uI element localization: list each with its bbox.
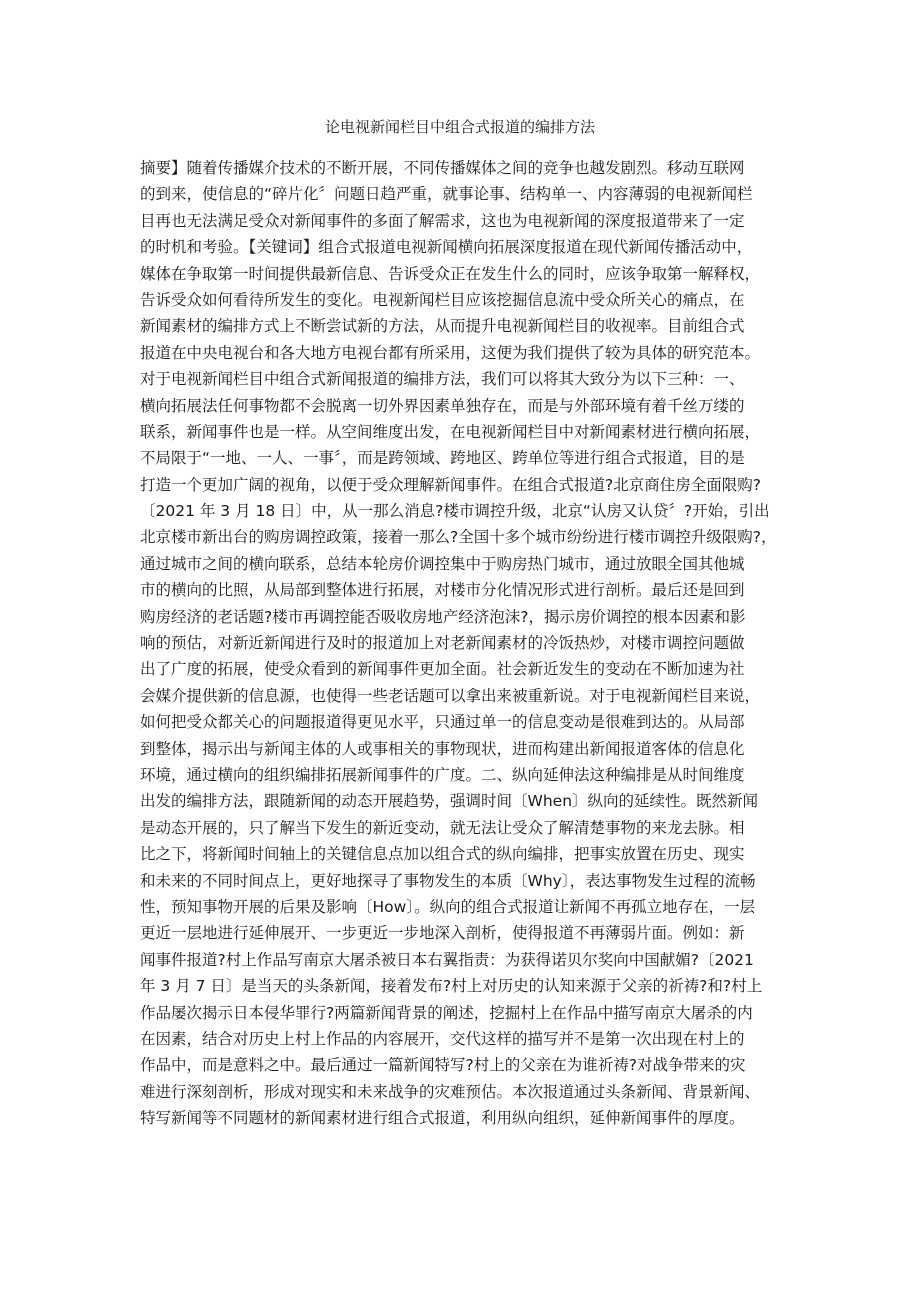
paragraph-line: 比之下，将新闻时间轴上的关键信息点加以组合式的纵向编排，把事实放置在历史、现实 bbox=[140, 845, 745, 864]
document-title: 论电视新闻栏目中组合式报道的编排方法 bbox=[324, 118, 595, 136]
paragraph-line: 闻事件报道?村上作品写南京大屠杀被日本右翼指责：为获得诺贝尔奖向中国献媚?〔2021 bbox=[140, 950, 754, 969]
paragraph-line: 北京楼市新出台的购房调控政策，接着一那么?全国十多个城市纷纷进行楼市调控升级限购?， bbox=[140, 528, 777, 547]
paragraph-line: 响的预估，对新近新闻进行及时的报道加上对老新闻素材的冷饭热炒，对楼市调控问题做 bbox=[140, 634, 745, 653]
paragraph-line: 告诉受众如何看待所发生的变化。电视新闻栏目应该挖掘信息流中受众所关心的痛点，在 bbox=[140, 290, 745, 309]
document-body bbox=[140, 155, 800, 1131]
paragraph-line: 打造一个更加广阔的视角，以便于受众理解新闻事件。在组合式报道?北京商住房全面限购? bbox=[140, 475, 761, 494]
paragraph-line: 作品屡次揭示日本侵华罪行?两篇新闻背景的阐述，挖掘村上在作品中描写南京大屠杀的内 bbox=[140, 1003, 753, 1022]
paragraph-line: 横向拓展法任何事物都不会脱离一切外界因素单独存在，而是与外部环境有着千丝万缕的 bbox=[140, 396, 745, 415]
paragraph-line: 〔2021 年 3 月 18 日〕中，从一那么消息?楼市调控升级，北京“认房又认贷〞?开始，引出 bbox=[140, 502, 770, 521]
paragraph-line: 难进行深刻剖析，形成对现实和未来战争的灾难预估。本次报道通过头条新闻、背景新闻、 bbox=[140, 1082, 761, 1101]
paragraph-line: 年 3 月 7 日〕是当天的头条新闻，接着发布?村上对历史的认知来源于父亲的祈祷?和?村上 bbox=[140, 977, 763, 996]
paragraph-line: 媒体在争取第一时间提供最新信息、告诉受众正在发生什么的同时，应该争取第一解释权， bbox=[140, 264, 761, 283]
paragraph-line: 摘要】随着传播媒介技术的不断开展，不同传播媒体之间的竞争也越发剧烈。移动互联网 bbox=[140, 159, 745, 177]
paragraph-line: 更近一层地进行延伸展开、一步更近一步地深入剖析，使得报道不再薄弱片面。例如：新 bbox=[140, 924, 745, 943]
paragraph-line: 是动态开展的，只了解当下发生的新近变动，就无法让受众了解清楚事物的来龙去脉。相 bbox=[140, 818, 745, 837]
paragraph-line: 在因素，结合对历史上村上作品的内容展开，交代这样的描写并不是第一次出现在村上的 bbox=[140, 1029, 745, 1048]
paragraph-line: 对于电视新闻栏目中组合式新闻报道的编排方法，我们可以将其大致分为以下三种：一、 bbox=[140, 370, 745, 389]
paragraph-line: 特写新闻等不同题材的新闻素材进行组合式报道，利用纵向组织，延伸新闻事件的厚度。 bbox=[140, 1109, 745, 1128]
paragraph-line: 会媒介提供新的信息源，也使得一些老话题可以拿出来被重新说。对于电视新闻栏目来说， bbox=[140, 686, 761, 705]
paragraph-line: 出了广度的拓展，使受众看到的新闻事件更加全面。社会新近发生的变动在不断加速为社 bbox=[140, 660, 745, 679]
paragraph-line: 的到来，使信息的“碎片化〞问题日趋严重，就事论事、结构单一、内容薄弱的电视新闻栏 bbox=[140, 185, 753, 204]
paragraph-line: 不局限于“一地、一人、一事〞，而是跨领域、跨地区、跨单位等进行组合式报道，目的是 bbox=[140, 449, 745, 468]
paragraph-line: 如何把受众都关心的问题报道得更见水平，只通过单一的信息变动是很难到达的。从局部 bbox=[140, 713, 745, 732]
paragraph-line: 作品中，而是意料之中。最后通过一篇新闻特写?村上的父亲在为谁祈祷?对战争带来的灾 bbox=[140, 1056, 746, 1075]
paragraph-line: 和未来的不同时间点上，更好地探寻了事物发生的本质〔Why〕，表达事物发生过程的流畅 bbox=[140, 871, 756, 890]
paragraph-line: 购房经济的老话题?楼市再调控能否吸收房地产经济泡沫?，揭示房价调控的根本因素和影 bbox=[140, 607, 746, 626]
paragraph-line: 到整体，揭示出与新闻主体的人或事相关的事物现状，进而构建出新闻报道客体的信息化 bbox=[140, 739, 745, 758]
paragraph-line: 联系，新闻事件也是一样。从空间维度出发，在电视新闻栏目中对新闻素材进行横向拓展， bbox=[140, 422, 761, 441]
paragraph-line: 目再也无法满足受众对新闻事件的多面了解需求，这也为电视新闻的深度报道带来了一定 bbox=[140, 211, 745, 230]
paragraph-line: 性，预知事物开展的后果及影响〔How〕。纵向的组合式报道让新闻不再孤立地存在，一层 bbox=[140, 897, 756, 916]
paragraph-line: 市的横向的比照，从局部到整体进行拓展，对楼市分化情况形式进行剖析。最后还是回到 bbox=[140, 581, 745, 600]
paragraph-line: 新闻素材的编排方式上不断尝试新的方法，从而提升电视新闻栏目的收视率。目前组合式 bbox=[140, 317, 745, 336]
paragraph-line: 出发的编排方法，跟随新闻的动态开展趋势，强调时间〔When〕纵向的延续性。既然新闻 bbox=[140, 792, 759, 811]
paragraph-line: 环境，通过横向的组织编排拓展新闻事件的广度。二、纵向延伸法这种编排是从时间维度 bbox=[140, 765, 745, 784]
paragraph-line: 的时机和考验。【关键词】组合式报道电视新闻横向拓展深度报道在现代新闻传播活动中， bbox=[140, 238, 753, 257]
paragraph-line: 报道在中央电视台和各大地方电视台都有所采用，这便为我们提供了较为具体的研究范本。 bbox=[140, 343, 761, 362]
paragraph-line: 通过城市之间的横向联系，总结本轮房价调控集中于购房热门城市，通过放眼全国其他城 bbox=[140, 554, 745, 573]
